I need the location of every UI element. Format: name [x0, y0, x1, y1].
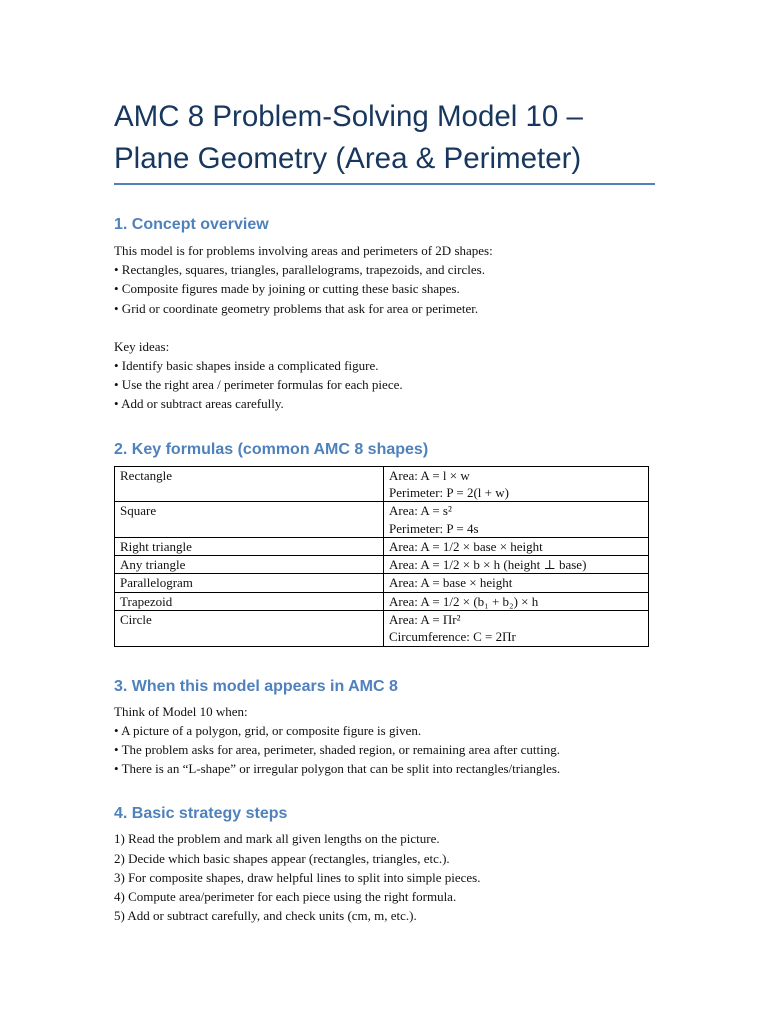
section-1-bullet: • Composite figures made by joining or cutting these basic shapes. — [114, 281, 460, 297]
key-ideas-label: Key ideas: — [114, 338, 170, 354]
formula-line: Perimeter: P = 4s — [389, 520, 479, 536]
document-title — [114, 96, 655, 180]
strategy-step: 1) Read the problem and mark all given lengths on the picture. — [114, 831, 440, 847]
formula-cell — [384, 466, 649, 502]
shape-cell: Parallelogram — [115, 574, 384, 592]
formula-cell — [384, 556, 649, 574]
section-4-heading: 4. Basic strategy steps — [114, 805, 288, 823]
formula-line: Circumference: C = 2Πr — [389, 629, 516, 645]
table-row — [115, 611, 649, 647]
document-page — [114, 96, 655, 925]
title-line-1: AMC 8 Problem-Solving Model 10 – — [114, 100, 583, 133]
formula-cell — [384, 502, 649, 538]
section-1-intro: This model is for problems involving areas and perimeters of 2D shapes: — [114, 243, 493, 258]
section-1-heading: 1. Concept overview — [114, 216, 269, 233]
formulas-table — [114, 466, 649, 647]
formula-line: Area: A = base × height — [389, 575, 513, 591]
shape-cell: Any triangle — [115, 556, 384, 574]
formula-line: Perimeter: P = 2(l + w) — [389, 484, 509, 500]
section-3-heading: 3. When this model appears in AMC 8 — [114, 677, 398, 695]
table-row — [115, 592, 649, 610]
strategy-step: 2) Decide which basic shapes appear (rectangles, triangles, etc.). — [114, 850, 450, 866]
shape-cell: Circle — [115, 611, 384, 647]
section-3-bullet: • The problem asks for area, perimeter, shaded region, or remaining area after cutting. — [114, 742, 560, 757]
formula-line: Area: A = 1/2 × (b₁ + b₂) × h — [389, 593, 539, 609]
section-1-bullet: • Rectangles, squares, triangles, parallelograms, trapezoids, and circles. — [114, 262, 485, 278]
shape-cell: Square — [115, 502, 384, 538]
formula-line: Area: A = 1/2 × b × h (height ⊥ base) — [389, 557, 587, 573]
strategy-step: 4) Compute area/perimeter for each piece using the right formula. — [114, 889, 457, 905]
table-row — [115, 502, 649, 538]
table-row — [115, 537, 649, 555]
strategy-step: 3) For composite shapes, draw helpful lines to split into simple pieces. — [114, 869, 481, 885]
key-idea-bullet: • Identify basic shapes inside a complicated figure. — [114, 358, 379, 374]
formula-line: Area: A = Πr² — [389, 612, 461, 627]
formula-cell — [384, 537, 649, 555]
formula-line: Area: A = 1/2 × base × height — [389, 538, 543, 554]
section-3-bullet: • A picture of a polygon, grid, or composite figure is given. — [114, 722, 422, 738]
title-line-2: Plane Geometry (Area & Perimeter) — [114, 142, 582, 175]
section-1-bullet: • Grid or coordinate geometry problems that ask for area or perimeter. — [114, 300, 479, 316]
strategy-step: 5) Add or subtract carefully, and check units (cm, m, etc.). — [114, 908, 417, 924]
section-3-bullet: • There is an “L-shape” or irregular polygon that can be split into rectangles/triangles. — [114, 761, 561, 777]
formula-line: Area: A = s² — [389, 503, 452, 519]
table-row — [115, 574, 649, 592]
shape-cell: Trapezoid — [115, 592, 384, 610]
section-2-heading: 2. Key formulas (common AMC 8 shapes) — [114, 440, 429, 458]
formula-cell — [384, 574, 649, 592]
formula-line: Area: A = l × w — [389, 467, 470, 483]
shape-cell: Rectangle — [115, 466, 384, 502]
shape-cell: Right triangle — [115, 537, 384, 555]
key-idea-bullet: • Use the right area / perimeter formulas for each piece. — [114, 377, 403, 393]
table-row — [115, 466, 649, 502]
formula-cell — [384, 611, 649, 647]
formula-cell — [384, 592, 649, 610]
section-3-intro: Think of Model 10 when: — [114, 703, 248, 719]
key-idea-bullet: • Add or subtract areas carefully. — [114, 396, 284, 412]
table-row — [115, 556, 649, 574]
